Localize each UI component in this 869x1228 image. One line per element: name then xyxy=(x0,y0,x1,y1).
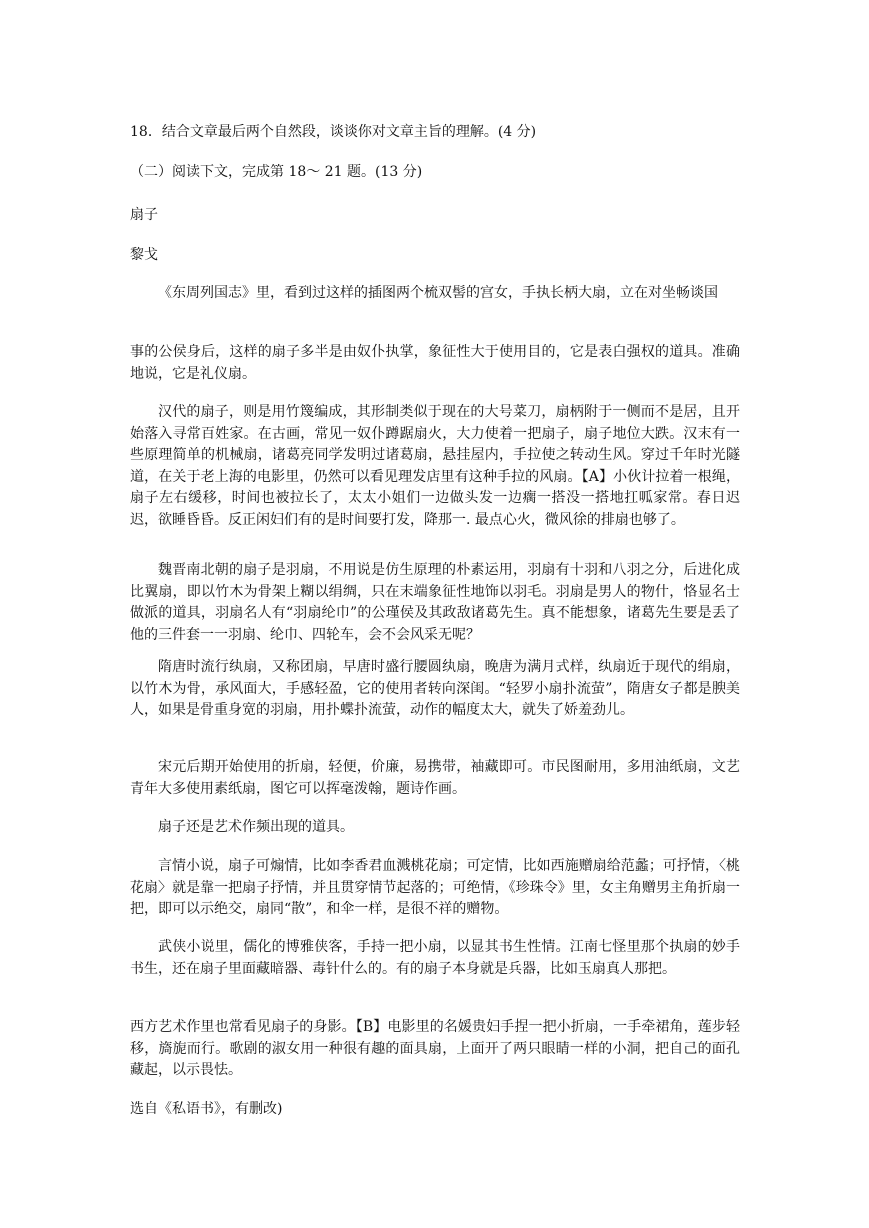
source-note: 选自《私语书》，有删改) xyxy=(130,1101,283,1117)
paragraph-5: 隋唐时流行纨扇，又称团扇，早唐时盛行腰圆纨扇，晚唐为满月式样，纨扇近于现代的绢扇，以竹木为骨，承风面大，手感轻盈，它的使用者转向深闺。“轻罗小扇扑流萤”，隋唐女子都是腴美人，如果是骨重身宽的羽扇，用扑蝶扑流萤，动作的幅度太大，就失了娇羞劲儿。 xyxy=(130,659,740,719)
article-title: 扇子 xyxy=(130,207,158,223)
author-name: 黎戈 xyxy=(130,247,158,263)
section-heading: （二）阅读下文，完成第 18～ 21 题。(13 分) xyxy=(130,164,423,180)
paragraph-10: 西方艺术作里也常看见扇子的身影。【B】电影里的名媛贵妇手捏一把小折扇，一手牵裙角，莲步轻移，旖旎而行。歌剧的淑女用一种很有趣的面具扇，上面开了两只眼睛一样的小洞，把自己的面孔藏起，以示畏怯。 xyxy=(130,1019,740,1079)
paragraph-2: 事的公侯身后，这样的扇子多半是由奴仆执掌，象征性大于使用目的，它是表白强权的道具。准确地说，它是礼仪扇。 xyxy=(130,344,740,382)
paragraph-8: 言情小说，扇子可煽情，比如李香君血溅桃花扇；可定情，比如西施赠扇给范蠡；可抒情，〈桃花扇〉就是靠一把扇子抒情，并且贯穿情节起落的；可绝情，《珍珠令》里，女主角赠男主角折扇一把，即可以示绝交，扇同“散”，和伞一样，是很不祥的赠物。 xyxy=(130,858,740,918)
paragraph-9: 武侠小说里，儒化的博雅侠客，手持一把小扇，以显其书生性情。江南七怪里那个执扇的妙手书生，还在扇子里面藏暗器、毒针什么的。有的扇子本身就是兵器，比如玉扇真人那把。 xyxy=(130,939,740,977)
paragraph-6: 宋元后期开始使用的折扇，轻便，价廉，易携带，袖藏即可。市民图耐用，多用油纸扇，文艺青年大多使用素纸扇，图它可以挥毫泼翰，题诗作画。 xyxy=(130,759,740,797)
paragraph-7: 扇子还是艺术作频出现的道具。 xyxy=(158,819,354,835)
paragraph-3: 汉代的扇子，则是用竹篾编成，其形制类似于现在的大号菜刀，扇柄附于一侧而不是居，且开始落入寻常百姓家。在古画，常见一奴仆蹲踞扇火，大力使着一把扇子，扇子地位大跌。汉末有一些原理简单的机械扇，诸葛亮同学发明过诸葛扇，悬挂屋内，手拉使之转动生风。穿过千年时光隧道，在关于老上海的电影里，仍然可以看见理发店里有这种手拉的风扇。【A】小伙计拉着一根绳，扇子左右缓移，时间也被拉长了，太太小姐们一边做头发一边瘸一搭没一搭地扛呱家常。春日迟迟，欲睡昏昏。反正闲妇们有的是时间要打发，降那一. 最点心火，微风徐的排扇也够了。 xyxy=(130,404,740,528)
paragraph-4: 魏晋南北朝的扇子是羽扇，不用说是仿生原理的朴素运用，羽扇有十羽和八羽之分，后进化成比翼扇，即以竹木为骨架上糊以绢绸，只在末端象征性地饰以羽毛。羽扇是男人的物什，恪显名士做派的道具，羽扇名人有“羽扇纶巾”的公瑾侯及其政敌诸葛先生。真不能想象，诸葛先生要是丢了他的三件套一一羽扇、纶巾、四轮车，会不会风采无呢？ xyxy=(130,562,740,643)
paragraph-1: 《东周列国志》里，看到过这样的插图两个梳双髻的宫女，手执长柄大扇，立在对坐畅谈国 xyxy=(158,285,718,301)
question-18: 18．结合文章最后两个自然段，谈谈你对文章主旨的理解。(4 分) xyxy=(130,124,537,140)
